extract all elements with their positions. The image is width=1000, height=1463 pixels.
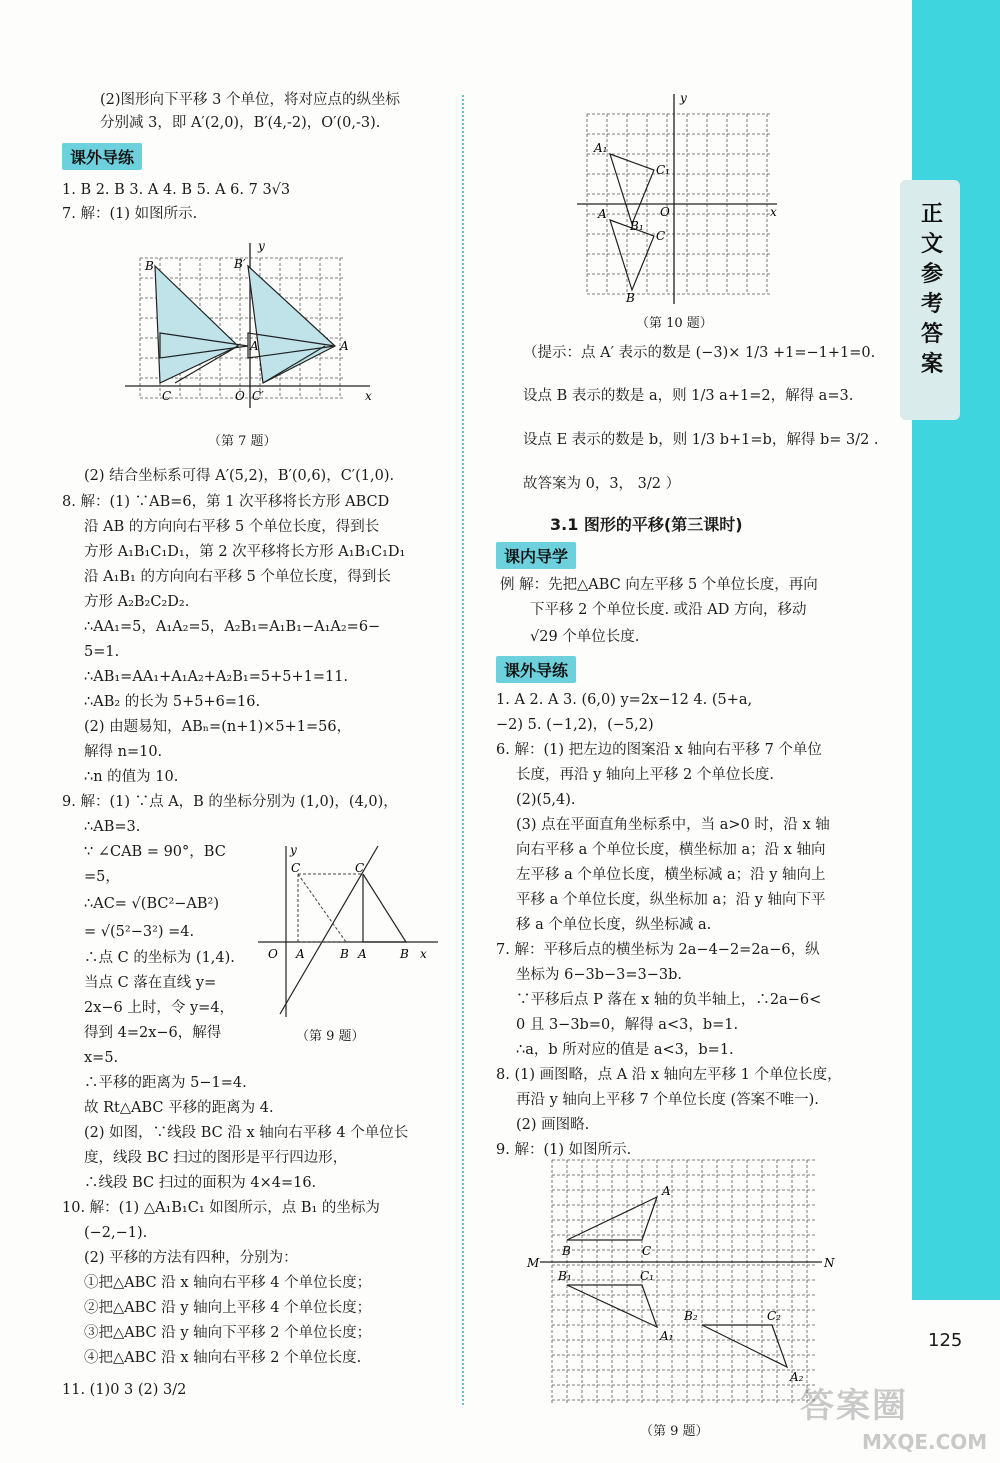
svg-text:B: B xyxy=(400,947,409,961)
svg-text:B₂: B₂ xyxy=(684,1309,698,1323)
text-line: 当点 C 落在直线 y= xyxy=(84,975,217,991)
svg-text:N: N xyxy=(824,1256,835,1270)
svg-text:B₁: B₁ xyxy=(558,1269,572,1283)
column-divider xyxy=(462,95,464,1405)
text-line: 解得 n=10. xyxy=(84,744,163,760)
svg-text:y: y xyxy=(258,239,265,253)
text-line: 沿 A₁B₁ 的方向向右平移 5 个单位长度，得到长 xyxy=(84,569,391,585)
text-line: (2)(5,4). xyxy=(516,792,576,808)
text-line: 2x−6 上时，令 y=4， xyxy=(84,1000,235,1016)
text-line: ∴点 C 的坐标为 (1,4). xyxy=(84,950,235,966)
text-line: 分别减 3，即 A′(2,0)，B′(4,-2)，O′(0,-3). xyxy=(100,115,381,131)
svg-text:x: x xyxy=(420,947,427,961)
answer-line: 10. 解：(1) △A₁B₁C₁ 如图所示，点 B₁ 的坐标为 xyxy=(62,1200,380,1216)
svg-text:x: x xyxy=(770,205,777,219)
text-line: 下平移 2 个单位长度. 或沿 AD 方向，移动 xyxy=(530,602,807,618)
text-line: ∴AB₁=AA₁+A₁A₂+A₂B₁=5+5+1=11. xyxy=(84,669,349,685)
answer-line: 8. (1) 画图略，点 A 沿 x 轴向左平移 1 个单位长度， xyxy=(496,1067,842,1083)
hint-line: 设点 B 表示的数是 a，则 1/3 a+1=2，解得 a=3. xyxy=(523,388,854,404)
figure-caption: （第 9 题） xyxy=(296,1029,365,1044)
svg-text:C: C xyxy=(162,389,172,403)
text-line: 长度，再沿 y 轴向上平移 2 个单位长度. xyxy=(516,767,774,783)
svg-text:C₁: C₁ xyxy=(640,1269,654,1283)
hint-line: 故答案为 0，3， 3/2 ） xyxy=(523,476,681,492)
svg-text:A: A xyxy=(250,339,259,353)
text-line: ∴AB₂ 的长为 5+5+6=16. xyxy=(84,694,261,710)
text-line: 度，线段 BC 扫过的图形是平行四边形， xyxy=(84,1150,348,1166)
text-line: ∴AC= √(BC²−AB²) xyxy=(84,896,220,912)
answer-line: 9. 解：(1) 如图所示. xyxy=(496,1142,632,1158)
text-line: (2)图形向下平移 3 个单位，将对应点的纵坐标 xyxy=(100,92,400,108)
svg-text:B′: B′ xyxy=(234,257,246,271)
answer-line: 11. (1)0 3 (2) 3/2 xyxy=(62,1382,187,1398)
section-tag: 课外导练 xyxy=(496,656,576,683)
text-line: = √(5²−3²) =4. xyxy=(84,924,195,940)
text-line: x=5. xyxy=(84,1050,119,1066)
watermark-logo: 答案圈 xyxy=(800,1386,908,1426)
text-line: 得到 4=2x−6，解得 xyxy=(84,1025,222,1041)
svg-text:A: A xyxy=(340,339,349,353)
answer-line: 8. 解：(1) ∵AB=6，第 1 次平移将长方形 ABCD xyxy=(62,494,390,510)
text-line: ∵ ∠CAB = 90°，BC xyxy=(84,844,226,860)
svg-text:A: A xyxy=(358,947,367,961)
svg-text:B: B xyxy=(562,1244,571,1258)
text-line: (2) 如图，∵线段 BC 沿 x 轴向右平移 4 个单位长 xyxy=(84,1125,409,1141)
svg-text:O: O xyxy=(235,389,245,403)
text-line: ∴AB=3. xyxy=(84,819,141,835)
text-line: 移 a 个单位长度，纵坐标减 a. xyxy=(516,917,712,933)
text-line: (3) 点在平面直角坐标系中，当 a>0 时，沿 x 轴 xyxy=(516,817,830,833)
answer-line: 1. A 2. A 3. (6,0) y=2x−12 4. (5+a, xyxy=(496,692,753,708)
text-line: ∴平移的距离为 5−1=4. xyxy=(84,1075,247,1091)
answer-line: 1. B 2. B 3. A 4. B 5. A 6. 7 3√3 xyxy=(62,182,291,198)
text-line: (−2,−1). xyxy=(84,1225,148,1241)
text-line: 5=1. xyxy=(84,644,120,660)
text-line: 再沿 y 轴向上平移 7 个单位长度 (答案不唯一). xyxy=(516,1092,819,1108)
section-tag: 课内导学 xyxy=(496,542,576,569)
text-line: (2) 结合坐标系可得 A′(5,2)，B′(0,6)，C′(1,0). xyxy=(84,468,395,484)
text-line: ∴n 的值为 10. xyxy=(84,769,179,785)
sidebar-label: 正文参考答案 xyxy=(920,202,943,377)
answer-line: −2) 5. (−1,2)，(−5,2) xyxy=(496,717,654,733)
text-line: √29 个单位长度. xyxy=(530,629,640,645)
text-line: 平移 a 个单位长度，纵坐标加 a；沿 y 轴向下平 xyxy=(516,892,826,908)
svg-text:A₁: A₁ xyxy=(660,1329,674,1343)
svg-text:C: C xyxy=(291,861,301,875)
answer-line: 7. 解：(1) 如图所示. xyxy=(62,206,198,222)
text-line: ∴线段 BC 扫过的面积为 4×4=16. xyxy=(84,1175,317,1191)
watermark-url: MXQE.COM xyxy=(862,1430,988,1454)
svg-text:A₂: A₂ xyxy=(790,1370,804,1384)
svg-text:C′: C′ xyxy=(252,389,264,403)
text-line: 向右平移 a 个单位长度，横坐标加 a；沿 x 轴向 xyxy=(516,842,826,858)
answer-line: 6. 解：(1) 把左边的图案沿 x 轴向右平移 7 个单位 xyxy=(496,742,822,758)
text-line: (2) 平移的方法有四种，分别为： xyxy=(84,1250,298,1266)
svg-text:C: C xyxy=(656,229,666,243)
text-line: ④把△ABC 沿 x 轴向右平移 2 个单位长度. xyxy=(84,1350,362,1366)
text-line: 坐标为 6−3b−3=3−3b. xyxy=(516,967,683,983)
text-line: ∴AA₁=5，A₁A₂=5，A₂B₁=A₁B₁−A₁A₂=6− xyxy=(84,619,381,635)
svg-text:A: A xyxy=(296,947,305,961)
svg-text:O: O xyxy=(268,947,278,961)
text-line: 0 且 3−3b=0，解得 a<3，b=1. xyxy=(516,1017,739,1033)
svg-text:M: M xyxy=(527,1256,540,1270)
figure-9-left xyxy=(258,842,443,1022)
text-line: ③把△ABC 沿 y 轴向下平移 2 个单位长度； xyxy=(84,1325,372,1341)
section-tag: 课外导练 xyxy=(62,143,142,170)
figure-10 xyxy=(572,92,787,307)
svg-text:A₁: A₁ xyxy=(594,141,608,155)
answer-line: 7. 解：平移后点的横坐标为 2a−4−2=2a−6，纵 xyxy=(496,942,820,958)
hint-line: 设点 E 表示的数是 b，则 1/3 b+1=b，解得 b= 3/2 . xyxy=(523,432,879,448)
svg-text:y: y xyxy=(290,843,297,857)
answer-line: 9. 解：(1) ∵点 A，B 的坐标分别为 (1,0)，(4,0)， xyxy=(62,794,398,810)
text-line: (2) 由题易知，ABₙ=(n+1)×5+1=56， xyxy=(84,719,352,735)
section-heading: 3.1 图形的平移(第三课时) xyxy=(550,515,743,534)
svg-text:O: O xyxy=(660,205,670,219)
hint-line: （提示：点 A′ 表示的数是 (−3)× 1/3 +1=−1+1=0. xyxy=(523,345,876,361)
text-line: 例 解：先把△ABC 向左平移 5 个单位长度，再向 xyxy=(500,577,818,593)
text-line: ∴a，b 所对应的值是 a<3，b=1. xyxy=(516,1042,734,1058)
figure-7 xyxy=(120,238,380,413)
figure-caption: （第 10 题） xyxy=(636,316,713,331)
svg-text:C₂: C₂ xyxy=(767,1309,781,1323)
svg-text:C: C xyxy=(642,1244,652,1258)
svg-text:C₁: C₁ xyxy=(656,163,670,177)
svg-text:B: B xyxy=(626,291,635,305)
text-line: ②把△ABC 沿 y 轴向上平移 4 个单位长度； xyxy=(84,1300,372,1316)
figure-9-right xyxy=(522,1155,840,1417)
svg-text:B: B xyxy=(340,947,349,961)
svg-text:C: C xyxy=(355,861,365,875)
svg-text:A: A xyxy=(662,1184,671,1198)
figure-caption: （第 9 题） xyxy=(640,1424,709,1439)
svg-text:y: y xyxy=(680,92,687,105)
text-line: 沿 AB 的方向向右平移 5 个单位长度，得到长 xyxy=(84,519,380,535)
svg-text:A: A xyxy=(598,207,607,221)
text-line: 故 Rt△ABC 平移的距离为 4. xyxy=(84,1100,274,1116)
text-line: 方形 A₂B₂C₂D₂. xyxy=(84,594,190,610)
text-line: 左平移 a 个单位长度，横坐标减 a；沿 y 轴向上 xyxy=(516,867,826,883)
svg-text:B₁: B₁ xyxy=(630,219,644,233)
text-line: ①把△ABC 沿 x 轴向右平移 4 个单位长度； xyxy=(84,1275,372,1291)
page-number: 125 xyxy=(928,1330,963,1351)
text-line: ∵平移后点 P 落在 x 轴的负半轴上，∴2a−6< xyxy=(516,992,822,1008)
text-line: =5， xyxy=(84,869,120,885)
svg-text:x: x xyxy=(365,389,372,403)
figure-caption: （第 7 题） xyxy=(208,434,277,449)
svg-text:B: B xyxy=(145,259,154,273)
text-line: (2) 画图略. xyxy=(516,1117,590,1133)
text-line: 方形 A₁B₁C₁D₁，第 2 次平移将长方形 A₁B₁C₁D₁ xyxy=(84,544,406,560)
